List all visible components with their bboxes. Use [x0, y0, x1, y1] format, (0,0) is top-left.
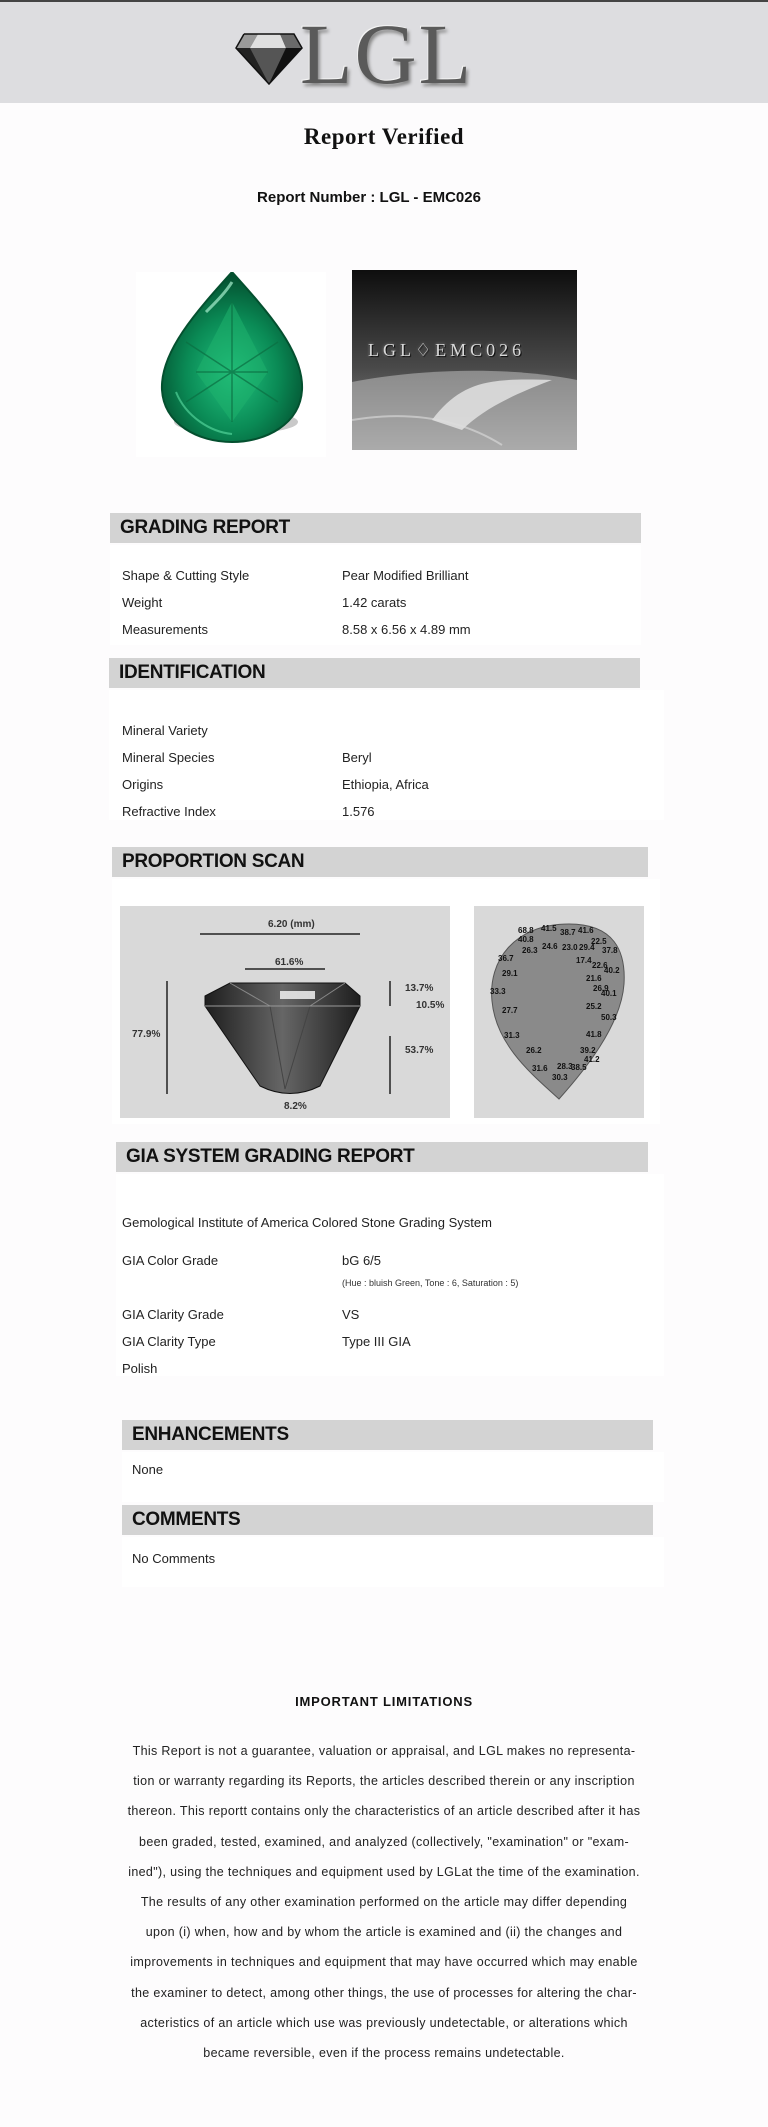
- grading-report-heading: GRADING REPORT: [110, 513, 641, 543]
- girdle-label: 10.5%: [416, 1000, 445, 1011]
- pear-map-value: 36.7: [498, 954, 514, 963]
- comments-heading: COMMENTS: [122, 1505, 653, 1535]
- inscription-text: LGL♢EMC026: [368, 340, 526, 360]
- page-title: Report Verified: [303, 124, 465, 149]
- limitations-line: ined"), using the techniques and equipment used by LGLat the time of the examination.: [128, 1864, 640, 1879]
- depth-label: 77.9%: [132, 1029, 161, 1040]
- lgl-logo[interactable]: [234, 6, 494, 102]
- pear-map-value: 24.6: [542, 942, 558, 951]
- pear-map-value: 29.4: [579, 943, 595, 952]
- pear-map-value: 38.5: [571, 1063, 587, 1072]
- pear-map-value: 68.8: [518, 926, 534, 935]
- report-number: Report Number : LGL - EMC026: [257, 189, 481, 206]
- limitations-line: the examiner to detect, among other things, the use of processes for altering the char-: [131, 1985, 637, 2000]
- enhancements-panel: [122, 1452, 664, 1502]
- gia-heading: GIA SYSTEM GRADING REPORT: [116, 1142, 648, 1172]
- pear-map-value: 33.3: [490, 987, 506, 996]
- pear-map-value: 50.3: [601, 1013, 617, 1022]
- enhancements-value: None: [132, 1462, 164, 1477]
- header: [0, 2, 768, 103]
- width-label: 6.20 (mm): [268, 919, 315, 930]
- pear-map-value: 41.6: [578, 926, 594, 935]
- limitations-heading: IMPORTANT LIMITATIONS: [295, 1694, 473, 1709]
- culet-label: 8.2%: [284, 1101, 307, 1112]
- pear-map-value: 41.2: [584, 1055, 600, 1064]
- pear-map-value: 41.8: [586, 1030, 602, 1039]
- limitations-line: tion or warranty regarding its Reports, the articles described therein or any inscription: [133, 1774, 635, 1789]
- table-label: 61.6%: [275, 957, 304, 968]
- pear-map-value: 31.6: [532, 1064, 548, 1073]
- pear-map-value: 38.7: [560, 928, 576, 937]
- comments-value: No Comments: [132, 1551, 216, 1566]
- limitations-line: The results of any other examination performed on the article may differ depending: [140, 1895, 628, 1910]
- diamond-icon: [234, 26, 304, 86]
- pear-map-value: 31.3: [504, 1031, 520, 1040]
- proportion-pear-map: [474, 906, 644, 1118]
- proportion-profile-diagram: [120, 906, 450, 1118]
- pear-map-value: 29.1: [502, 969, 518, 978]
- gem-photo: [136, 272, 326, 457]
- pear-map-value: 25.2: [586, 1002, 602, 1011]
- pear-map-value: 26.2: [526, 1046, 542, 1055]
- limitations-line: improvements in techniques and equipment that may have occurred which may enable: [130, 1955, 638, 1970]
- pear-map-value: 30.3: [552, 1073, 568, 1082]
- pear-map-value: 21.6: [586, 974, 602, 983]
- inscription-photo: [352, 270, 577, 450]
- pear-map-value: 17.4: [576, 956, 592, 965]
- pear-map-value: 27.7: [502, 1006, 518, 1015]
- pear-map-value: 40.2: [604, 966, 620, 975]
- pear-map-value: 40.1: [601, 989, 617, 998]
- limitations-line: thereon. This reportt contains only the characteristics of an article described after it has: [127, 1804, 641, 1819]
- logo-text: LGL: [300, 6, 474, 102]
- pear-map-value: 26.3: [522, 946, 538, 955]
- crown-label: 13.7%: [405, 983, 434, 994]
- pear-map-value: 28.3: [557, 1062, 573, 1071]
- limitations-line: upon (i) when, how and by whom the article is examined and (ii) the changes and: [145, 1925, 623, 1940]
- proportion-scan-heading: PROPORTION SCAN: [112, 847, 648, 877]
- pear-map-value: 40.8: [518, 935, 534, 944]
- limitations-line: This Report is not a guarantee, valuation or appraisal, and LGL makes no representa-: [132, 1744, 636, 1758]
- pear-map-value: 41.5: [541, 924, 557, 933]
- enhancements-heading: ENHANCEMENTS: [122, 1420, 653, 1450]
- limitations-line: became reversible, even if the process remains undetectable.: [203, 2046, 565, 2061]
- pear-map-value: 23.0: [562, 943, 578, 952]
- identification-heading: IDENTIFICATION: [109, 658, 640, 688]
- limitations-line: been graded, tested, examined, and analyzed (collectively, "examination" or "exam-: [139, 1834, 629, 1849]
- pear-map-value: 26.9: [593, 984, 609, 993]
- pear-map-value: 22.6: [592, 961, 608, 970]
- pear-map-value: 39.2: [580, 1046, 596, 1055]
- limitations-line: acteristics of an article which use was previously undetectable, or alterations which: [140, 2015, 628, 2030]
- limitations-body: [118, 1736, 650, 2068]
- pavilion-label: 53.7%: [405, 1045, 434, 1056]
- pear-map-value: 37.8: [602, 946, 618, 955]
- pear-map-value: 22.5: [591, 937, 607, 946]
